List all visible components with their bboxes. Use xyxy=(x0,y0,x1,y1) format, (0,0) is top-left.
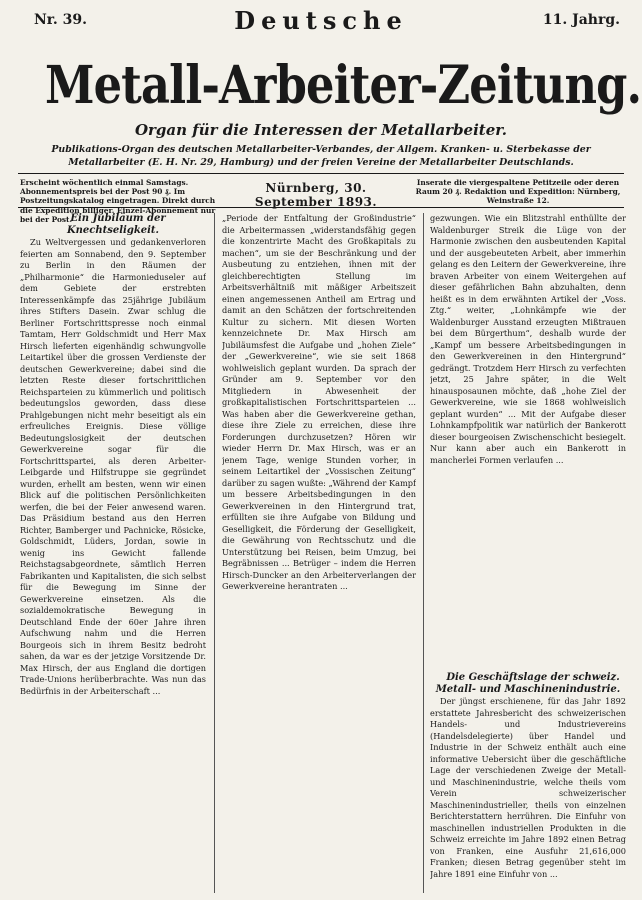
secondary-article xyxy=(430,672,626,880)
masthead-title: Metall-Arbeiter-Zeitung. xyxy=(44,55,642,116)
article-body: Der jüngst erschienene, für das Jahr 1892 erstattete Jahresbericht des schweizerischen Handels- und Industrievereins (Handelsdelegierte) über Handel und Industrie in der Schweiz enthält auch eine informative Uebersicht über die geschäftliche Lage der verschiedenen Zweige der Metall- und Maschinenindustrie, welche theils vom Verein schweizerischer Maschinenindustrieller, theils von einzelnen Berichterstattern herrühren. Die Einfuhr von maschinellen industriellen Produkten in die Schweiz erreichte im Jahre 1892 einen Betrag von Franken, eine Ausfuhr 21,616,000 Franken; diesen Betrag gegenüber steht im Jahre 1891 eine Einfuhr von ... xyxy=(430,696,626,879)
article-column-1 xyxy=(20,213,206,893)
dateline: Nürnberg, 30. September 1893. xyxy=(254,181,378,209)
article-column-2 xyxy=(222,213,416,893)
publication-line: Publikations-Organ des deutschen Metallarbeiter-Verbandes, der Allgem. Kranken- u. Sterbekasse der Metallarbeiter (E. H. Nr. 29, Hamburg) und der freien Vereine der Metallarbeiter Deutschlands. xyxy=(51,144,591,168)
volume-year: 11. Jahrg. xyxy=(542,12,620,28)
article-column-3 xyxy=(430,213,626,893)
article-body: Zu Weltvergessen und gedankenverloren feierten am Sonnabend, den 9. September zu Berlin in den Räumen der „Philharmonie“ die Harmonieduseler auf dem Gebiete der erstrebten Interessenkämpfe das 25jährige Jubiläum ihres Stifters Dasein. Zwar schlug die Berliner Fortschrittspresse noch einmal Tamtam, Herr Goldschmidt und Herr Max Hirsch lieferten eigenhändig schwungvolle Leitartikel über die grossen Verdienste der deutschen Gewerkvereine; dabei sind die letzten Reste dieser fortschrittlichen Reichsparteien zu kümmerlich und politisch bedeutungslos geworden, dass diese Prahlgebungen nicht mehr beseitigt als ein erfreuliches Ereignis. Diese völlige Bedeutungslosigkeit der deutschen Gewerkvereine sogar für die Fortschrittspartei, als deren Arbeiter-Leibgarde und Hilfstruppe sie gegründet wurden, erhellt am besten, wenn wir einen Blick auf die politischen Persönlichkeiten werfen, die bei der Feier anwesend waren. Das Präsidium bestand aus den Herren Richter, Bamberger und Pachnicke, Rösicke, Goldschmidt, Lüders, Jordan, sowie in wenig ins Gewicht fallende Reichstagsabgeordnete, sämtlich Herren Fabrikanten und Kapitalisten, die sich selbst für die Bewegung im Sinne der Gewerkvereine einsetzen. Als die sozialdemokratische Bewegung in Deutschland Ende der 60er Jahre ihren Aufschwung nahm und die Herren Bourgeois sich in ihrem Besitz bedroht sahen, da war es der jetzige Vorsitzende Dr. Max Hirsch, der aus England die dortigen Trade-Unions herüberbrachte. Was nun das Bedürfnis in der Arbeiterschaft ... xyxy=(20,237,206,696)
subscription-info: Erscheint wöchentlich einmal Samstags. Abonnementspreis bei der Post 90 ₰. Im Postzeitungskatalog eingetragen. Direkt durch die Expedition billiger. Einzel-Abonnement nur bei der Post. xyxy=(20,178,216,224)
article-heading: Die Geschäftslage der schweiz. Metall- und Maschinenindustrie. xyxy=(435,672,621,695)
article-body: gezwungen. Wie ein Blitzstrahl enthüllte der Waldenburger Streik die Lüge von der Harmonie zwischen den ausbeutenden Kapital und der ausgebeuteten Arbeit, aber immerhin gelang es den Leitern der Gewerkvereine, ihre braven Arbeiter von einem Weitergehen auf dieser gefährlichen Bahn abzuhalten, denn heißt es in dem erwähnten Artikel der „Voss. Ztg.“ weiter, „Lohnkämpfe wie der Waldenburger Ausstand erzeugten Mißtrauen bei dem Bürgerthum“, deshalb wurde der „Kampf um bessere Arbeitsbedingungen in den Gewerkvereinen in den Hintergrund“ gedrängt. Trotzdem Herr Hirsch zu verfechten jetzt, 25 Jahre später, in die Welt hinausposaunen möchte, daß „hohe Ziel der Gewerkvereine, wie sie 1868 wohlweislich geplant wurden“ ... Mit der Aufgabe dieser Lohnkampfpolitik war natürlich der Bankerott dieser bourgeoisen Zwischenschicht besiegelt. Nur kann aber auch ein Bankerott in mancherlei Formen verlaufen ... xyxy=(430,213,626,465)
header-rule-bottom xyxy=(18,207,624,208)
article-body: „Periode der Entfaltung der Großindustrie“ die Arbeitermassen „widerstandsfähig gegen die konzentrirte Macht des Großkapitals zu machen“, um sie der Beschränkung und der Ausbeutung zu entziehen, ihnen mit der gleichberechtigten Stellung im Arbeitsverhältniß mit mäßiger Arbeitszeit einen angemessenen Antheil am Ertrag und damit an den Schätzen der fortschreitenden Kultur zu sichern. Mit diesen Worten kennzeichnete Dr. Max Hirsch am Jubiläumsfest die Aufgabe und „hohen Ziele“ der „Gewerkvereine“, wie sie seit 1868 wohlweislich geplant wurden. Da sprach der Gründer am 9. September vor den Mitgliedern in Abwesenheit der großkapitalistischen Fortschrittsparteien ... Was haben aber die Gewerkvereine gethan, diese ihre Ziele zu erreichen, diese ihre Forderungen durchzusetzen? Hören wir wieder Herrn Dr. Max Hirsch, was er an jenem Tage, wenige Stunden vorher, in seinem Leitartikel der „Vossischen Zeitung“ darüber zu sagen wußte: „Während der Kampf um bessere Arbeitsbedingungen in den Gewerkvereinen in den Hintergrund trat, erfüllten sie ihre Aufgabe von Bildung und Geselligkeit, die Förderung der Geselligkeit, die Gewährung von Rechtsschutz und die Unterstützung bei Reisen, beim Umzug, bei Begräbnissen ... Betrüger – indem die Herren Hirsch-Duncker an den Arbeiterverlangen der Gewerkvereine herantraten ... xyxy=(222,213,416,591)
header-rule-top xyxy=(18,173,624,174)
column-divider xyxy=(423,213,424,893)
advertising-info: Inserate die viergespaltene Petitzeile oder deren Raum 20 ₰. Redaktion und Expedition: Nürnberg, Weinstraße 12. xyxy=(415,178,621,206)
masthead-subtitle: Organ für die Interessen der Metallarbeiter. xyxy=(134,121,508,139)
issue-number: Nr. 39. xyxy=(34,12,87,28)
article-heading: Ein Jubiläum der Knechtseligkeit. xyxy=(66,213,166,236)
masthead-deutsche: Deutsche xyxy=(234,6,408,35)
column-divider xyxy=(214,213,215,893)
